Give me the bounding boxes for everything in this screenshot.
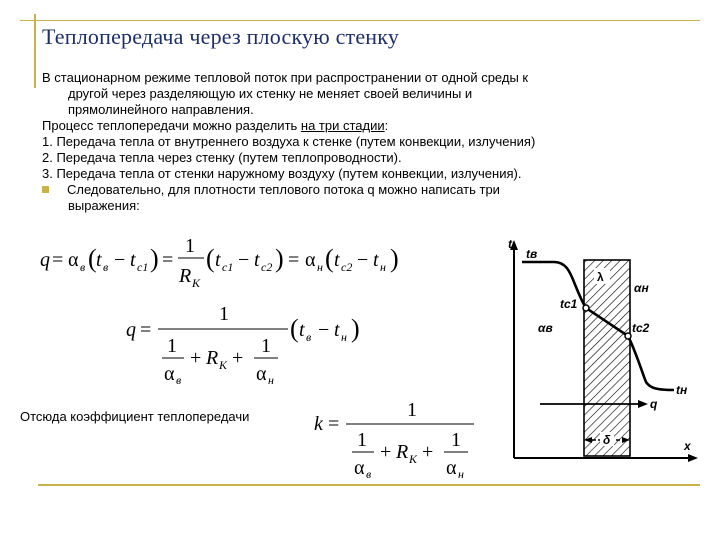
t-v-label: tв bbox=[526, 247, 538, 261]
svg-text:t: t bbox=[254, 249, 260, 271]
svg-text:(: ( bbox=[206, 244, 215, 273]
square-bullet-icon bbox=[42, 186, 49, 193]
svg-text:R: R bbox=[396, 441, 409, 463]
svg-text:): ) bbox=[390, 244, 399, 273]
q-label: q bbox=[650, 397, 658, 411]
svg-text:(: ( bbox=[290, 314, 299, 343]
svg-text:в: в bbox=[306, 330, 312, 344]
svg-text:−: − bbox=[357, 249, 369, 271]
svg-text:+: + bbox=[190, 347, 202, 369]
svg-text:t: t bbox=[130, 249, 136, 271]
stage-item-2: 2. Передача тепла через стенку (путем теплопроводности). bbox=[42, 150, 402, 165]
heat-flow-arrow-icon bbox=[638, 400, 648, 408]
svg-text:н: н bbox=[317, 260, 323, 274]
svg-text:K: K bbox=[219, 358, 228, 372]
svg-text:н: н bbox=[380, 260, 386, 274]
svg-text:в: в bbox=[80, 260, 86, 274]
svg-text:α: α bbox=[446, 457, 457, 479]
para2-text: Процесс теплопередачи можно разделить bbox=[42, 118, 301, 133]
svg-text:t: t bbox=[334, 319, 340, 341]
svg-text:R: R bbox=[206, 347, 219, 369]
lambda-label: λ bbox=[597, 270, 604, 284]
coefficient-label: Отсюда коэффициент теплопередачи bbox=[20, 409, 250, 424]
alpha-n-label: αн bbox=[634, 281, 649, 295]
formula-q-three-forms bbox=[40, 234, 450, 298]
wall-hatched bbox=[584, 260, 630, 456]
svg-text:=: = bbox=[140, 319, 152, 341]
svg-text:1: 1 bbox=[357, 429, 367, 451]
svg-text:=: = bbox=[52, 249, 64, 271]
svg-text:(: ( bbox=[88, 244, 97, 273]
stage-item-1: 1. Передача тепла от внутреннего воздуха к стенке (путем конвекции, излучения) bbox=[42, 134, 536, 149]
svg-text:н: н bbox=[341, 330, 347, 344]
svg-text:(: ( bbox=[325, 244, 334, 273]
bullet-line1: Следовательно, для плотности теплового потока q можно написать три bbox=[67, 182, 500, 197]
svg-text:1: 1 bbox=[407, 399, 417, 421]
tc2-point bbox=[625, 333, 631, 339]
svg-text:1: 1 bbox=[219, 303, 229, 325]
svg-text:−: − bbox=[114, 249, 126, 271]
x-axis-label: x bbox=[684, 439, 691, 453]
svg-text:=: = bbox=[162, 249, 174, 271]
svg-text:н: н bbox=[458, 467, 464, 481]
delta-label: δ bbox=[603, 433, 611, 447]
svg-text:): ) bbox=[150, 244, 159, 273]
svg-text:н: н bbox=[268, 373, 274, 386]
svg-text:в: в bbox=[366, 467, 372, 481]
para1-line1: В стационарном режиме тепловой поток при распространении от одной среды к bbox=[42, 70, 529, 85]
svg-text:R: R bbox=[179, 265, 192, 287]
svg-text:1: 1 bbox=[261, 335, 271, 357]
svg-text:α: α bbox=[256, 363, 267, 385]
para2 bbox=[42, 118, 668, 134]
svg-text:t: t bbox=[299, 319, 305, 341]
left-accent-bar bbox=[34, 14, 36, 88]
bullet-paragraph bbox=[42, 182, 668, 198]
svg-text:=: = bbox=[288, 249, 300, 271]
svg-text:−: − bbox=[238, 249, 250, 271]
svg-text:+: + bbox=[380, 441, 392, 463]
alpha-v-label: αв bbox=[538, 321, 553, 335]
svg-text:c2: c2 bbox=[341, 260, 353, 274]
formula-q-total bbox=[126, 302, 376, 386]
svg-text:): ) bbox=[351, 314, 360, 343]
svg-text:+: + bbox=[232, 347, 244, 369]
svg-text:t: t bbox=[96, 249, 102, 271]
svg-text:1: 1 bbox=[167, 335, 177, 357]
svg-text:K: K bbox=[192, 276, 201, 290]
slide-title: Теплопередача через плоскую стенку bbox=[42, 24, 400, 49]
svg-text:): ) bbox=[275, 244, 284, 273]
svg-text:k: k bbox=[314, 413, 323, 435]
stage-item-3: 3. Передача тепла от стенки наружному воздуху (путем конвекции, излучения). bbox=[42, 166, 522, 181]
svg-text:K: K bbox=[409, 452, 418, 466]
para1-line3: прямолинейного направления. bbox=[68, 102, 254, 117]
tc1-point bbox=[583, 305, 589, 311]
svg-text:t: t bbox=[373, 249, 379, 271]
svg-text:в: в bbox=[103, 260, 109, 274]
svg-text:−: − bbox=[318, 319, 330, 341]
svg-text:α: α bbox=[305, 249, 316, 271]
svg-text:+: + bbox=[422, 441, 434, 463]
x-axis-arrow-icon bbox=[688, 454, 698, 462]
bullet-line2: выражения: bbox=[68, 198, 140, 213]
top-rule bbox=[20, 20, 700, 21]
svg-text:t: t bbox=[334, 249, 340, 271]
svg-text:=: = bbox=[328, 413, 340, 435]
svg-text:α: α bbox=[354, 457, 365, 479]
svg-text:α: α bbox=[68, 249, 79, 271]
svg-text:q: q bbox=[126, 319, 136, 341]
svg-text:c1: c1 bbox=[137, 260, 149, 274]
svg-text:1: 1 bbox=[451, 429, 461, 451]
svg-text:t: t bbox=[215, 249, 221, 271]
svg-text:c2: c2 bbox=[261, 260, 273, 274]
formula-k bbox=[314, 396, 494, 482]
t-n-label: tн bbox=[676, 383, 688, 397]
para1-line2: другой через разделяющую их стенку не меняет своей величины и bbox=[68, 86, 473, 101]
svg-text:q: q bbox=[40, 249, 50, 271]
t-axis-label: t bbox=[508, 237, 512, 251]
slide-body bbox=[42, 70, 668, 214]
wall-temperature-diagram bbox=[504, 232, 700, 464]
svg-text:c1: c1 bbox=[222, 260, 234, 274]
bottom-rule bbox=[38, 484, 700, 486]
svg-text:1: 1 bbox=[185, 235, 195, 257]
para2-colon: : bbox=[384, 118, 389, 133]
t-c2-label: tc2 bbox=[632, 321, 650, 335]
t-c1-label: tc1 bbox=[560, 297, 578, 311]
three-stages-underlined: на три стадии bbox=[300, 118, 385, 133]
svg-text:в: в bbox=[176, 373, 182, 386]
svg-text:α: α bbox=[164, 363, 175, 385]
